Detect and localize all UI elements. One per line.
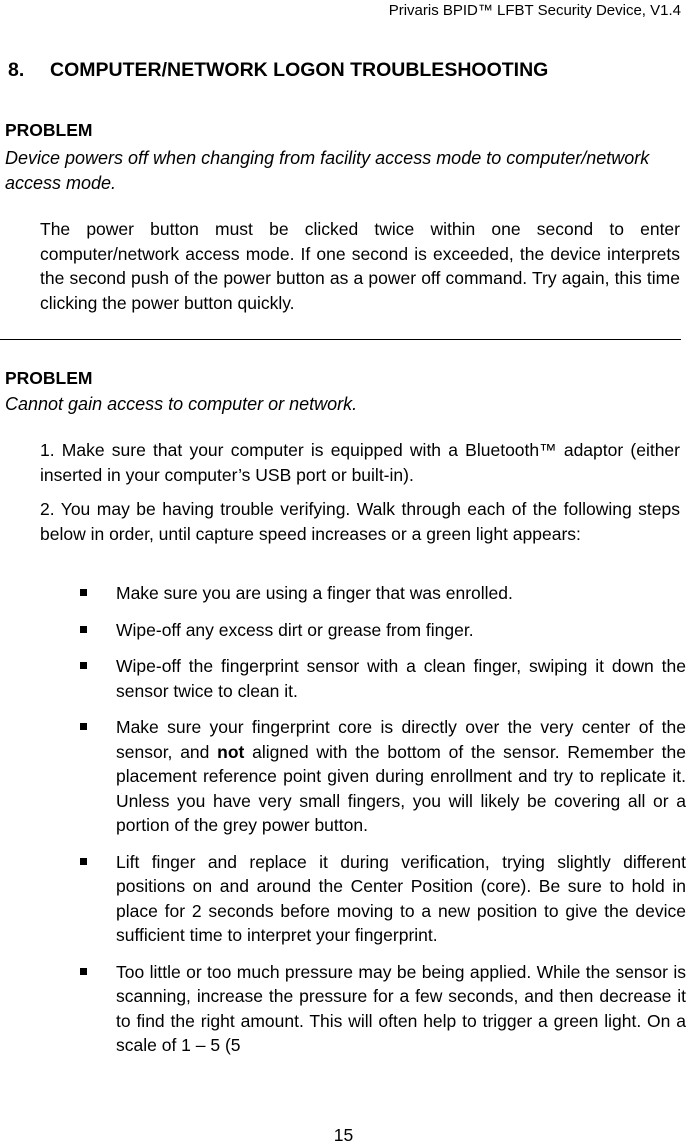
problem-description: Device powers off when changing from facility access mode to computer/network access mode. (5, 148, 650, 193)
text-run: Make sure your fingerprint core is directly over the very center of the sensor, and (116, 717, 686, 762)
list-item-text: Make sure you are using a finger that was enrolled. (116, 583, 513, 603)
square-bullet-icon (80, 662, 87, 669)
list-item (80, 850, 686, 948)
verification-tips-list (80, 581, 686, 1070)
page-number: 15 (333, 1125, 354, 1145)
section-title: COMPUTER/NETWORK LOGON TROUBLESHOOTING (50, 59, 549, 81)
square-bullet-icon (80, 626, 87, 633)
text-run: aligned with the bottom of the sensor. Remember the placement reference point given during enrollment and try to replicate it. Unless you have very small fingers, you will likely be covering all or a portion of the grey power button. (116, 741, 686, 835)
square-bullet-icon (80, 589, 87, 596)
list-item-text: Wipe-off any excess dirt or grease from finger. (116, 619, 474, 640)
running-header: Privaris BPID™ LFBT Security Device, V1.4 (388, 2, 681, 19)
section-number: 8. (8, 59, 25, 81)
problem-label: PROBLEM (5, 120, 93, 140)
list-item-text (116, 717, 686, 835)
list-item (80, 581, 686, 606)
emphasis-text: not (217, 741, 245, 762)
list-item (80, 960, 686, 1058)
step-1-paragraph: 1. Make sure that your computer is equipped with a Bluetooth™ adaptor (either inserted in your computer’s USB port or built-in). (40, 440, 680, 485)
list-item-text: Wipe-off the fingerprint sensor with a clean finger, swiping it down the sensor twice to clean it. (116, 656, 686, 701)
section-divider (0, 339, 681, 340)
step-2-paragraph: 2. You may be having trouble verifying. Walk through each of the following steps below in order, until capture speed increases or a green light appears: (40, 499, 680, 544)
problem-label: PROBLEM (5, 368, 93, 388)
list-item (80, 618, 686, 643)
list-item-text: Lift finger and replace it during verification, trying slightly different positions on and around the Center Position (core). Be sure to hold in place for 2 seconds before moving to a new position to give the device sufficient time to interpret your fingerprint. (116, 851, 686, 945)
problem-description: Cannot gain access to computer or network. (5, 394, 358, 414)
square-bullet-icon (80, 858, 87, 865)
section-heading (8, 59, 548, 82)
list-item-text: Too little or too much pressure may be being applied. While the sensor is scanning, increase the pressure for a few seconds, and then decrease it to find the right amount. This will often help to trigger a green light. On a scale of 1 – 5 (5 (116, 961, 686, 1055)
square-bullet-icon (80, 968, 87, 975)
list-item (80, 715, 686, 838)
square-bullet-icon (80, 723, 87, 730)
problem-resolution-paragraph: The power button must be clicked twice within one second to enter computer/network access mode. If one second is exceeded, the device interprets the second push of the power button as a power off command. Try again, this time clicking the power button quickly. (40, 219, 680, 313)
list-item (80, 654, 686, 703)
